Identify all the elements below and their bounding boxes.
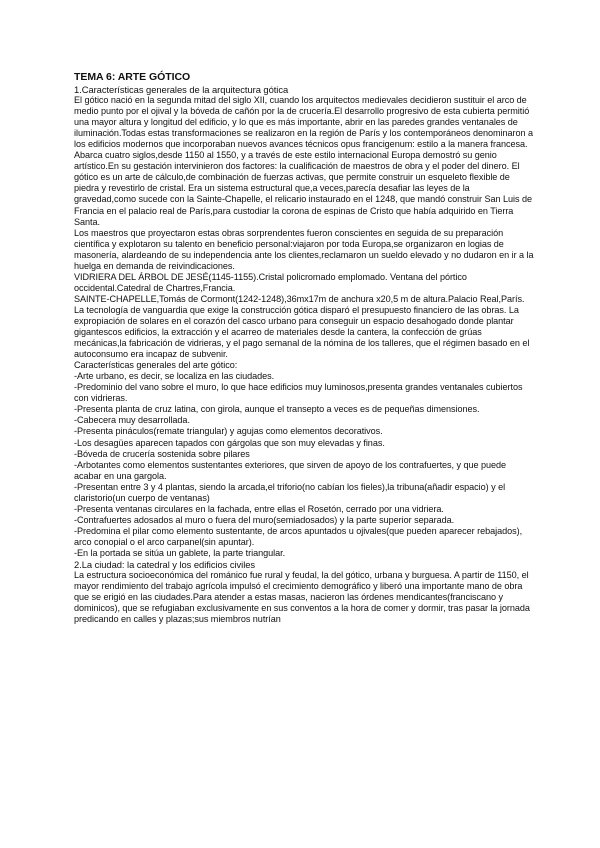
section-heading-2: 2.La ciudad: la catedral y los edificios civiles bbox=[74, 559, 256, 571]
list-item: -Predomina el pilar como elemento sustentante, de arcos apuntados u ojivales(que pueden aparecer rebajados), arco conopial o el arco carpanel(sin apuntar). bbox=[74, 525, 523, 547]
list-item: -Predominio del vano sobre el muro, lo que hace edificios muy luminosos,presenta grandes ventanales cubiertos con vidrieras. bbox=[74, 382, 523, 404]
paragraph-chronology: Abarca cuatro siglos,desde 1150 al 1550, y a través de este estilo internacional Europa demostró su genio artístico.En su gestación intervinieron dos factores: la cualificación de maestros de obra y el poder del dinero. El gótico es un arte de cálculo,de combinación de fuerzas activas, que permite construir un esqueleto flexible de piedra y revestirlo de cristal. Era un sistema estructural que,a veces,parecía desafiar las leyes de la gravedad,como sucede con la Sainte-Chapelle, el relicario instaurado en el 1248, que mandó construir San Luis de Francia en el palacio real de París,para custodiar la corona de espinas de Cristo que había adquirido en Tierra Santa. bbox=[74, 150, 532, 227]
list-item: -Los desagües aparecen tapados con gárgolas que son muy elevadas y finas. bbox=[74, 437, 385, 448]
list-item: -Presenta ventanas circulares en la fachada, entre ellas el Rosetón, cerrado por una vidriera. bbox=[74, 503, 444, 514]
list-item: -Arte urbano, es decir, se localiza en las ciudades. bbox=[74, 371, 275, 382]
paragraph-origin: El gótico nació en la segunda mitad del siglo XII, cuando los arquitectos medievales decidieron sustituir el arco de medio punto por el ojival y la bóveda de cañón por la de crucería.El desarrollo progresivo de esta cubierta permitió una mayor altura y longitud del edificio, y lo que es más importante, abrir en las paredes grandes ventanales de iluminación.Todas estas transformaciones se realizaron en la región de París y los contemporáneos denominaron a los edificios modernos que incorporaban nuevos avances técnicos opus francigenum: estilo a la manera francesa. bbox=[74, 95, 533, 150]
section-heading-1: 1.Características generales de la arquitectura gótica bbox=[74, 84, 289, 95]
list-item: -Contrafuertes adosados al muro o fuera del muro(semiadosados) y la parte superior separada. bbox=[74, 514, 455, 525]
paragraph-technology: La tecnología de vanguardia que exige la construcción gótica disparó el presupuesto financiero de las obras. La expropiación de solares en el corazón del casco urbano para conseguir un espacio desahogado donde plantar gigantescos edificios, la extracción y el acarreo de materiales desde la cantera, la confección de grúas mecánicas,la fabricación de vidrieras, y el pago semanal de la nómina de los talleres, que el régimen basado en el autoconsumo era incapaz de subvenir. bbox=[74, 304, 530, 360]
list-item: -Presenta pináculos(remate triangular) y agujas como elementos decorativos. bbox=[74, 426, 383, 437]
list-item: -Presenta planta de cruz latina, con girola, aunque el transepto a veces es de pequeñas dimensiones. bbox=[74, 404, 480, 415]
list-item: -En la portada se sitúa un gablete, la parte triangular. bbox=[74, 547, 286, 558]
list-item: -Bóveda de crucería sostenida sobre pilares bbox=[74, 448, 250, 459]
paragraph-masters: Los maestros que proyectaron estas obras sorprendentes fueron conscientes en seguida de su preparación científica y explotaron su talento en beneficio personal:viajaron por toda Europa,se organizaron en logias de masonería, alardeando de su independencia ante los clientes,reclamaron un sueldo elevado y no dudaron en ir a la huelga en demanda de reivindicaciones. bbox=[74, 227, 534, 271]
list-item: -Presentan entre 3 y 4 plantas, siendo la arcada,el triforio(no cabían los fieles),la tribuna(añadir espacio) y el claristorio(un cuerpo de ventanas) bbox=[74, 481, 506, 503]
list-item: -Arbotantes como elementos sustentantes exteriores, que sirven de apoyo de los contrafuertes, y que puede acabar en una gargola. bbox=[74, 459, 507, 481]
paragraph-city: La estructura socioeconómica del románico fue rural y feudal, la del gótico, urbana y burguesa. A partir de 1150, el mayor rendimiento del trabajo agrícola impulsó el crecimiento demográfico y liberó una importante mano de obra que se erigió en las ciudades.Para atender a estas masas, nacieron las órdenes mendicantes(franciscano y dominicos), que se refugiaban exclusivamente en sus conventos a la hora de comer y dormir, tras pasar la jornada predicando en calles y plazas;sus miembros nutrían bbox=[74, 570, 530, 625]
document-page bbox=[74, 71, 534, 625]
caption-vidriera: VIDRIERA DEL ÁRBOL DE JESÉ(1145-1155).Cristal policromado emplomado. Ventana del pórtico occidental.Catedral de Chartres,Francia. bbox=[74, 271, 467, 293]
caption-sainte-chapelle: SAINTE-CHAPELLE,Tomás de Cormont(1242-1248),36mx17m de anchura x20,5 m de altura.Palacio Real,París. bbox=[74, 293, 525, 304]
list-item: -Cabecera muy desarrollada. bbox=[74, 415, 190, 426]
list-heading: Características generales del arte gótico: bbox=[74, 360, 238, 371]
document-title: TEMA 6: ARTE GÓTICO bbox=[74, 71, 191, 83]
